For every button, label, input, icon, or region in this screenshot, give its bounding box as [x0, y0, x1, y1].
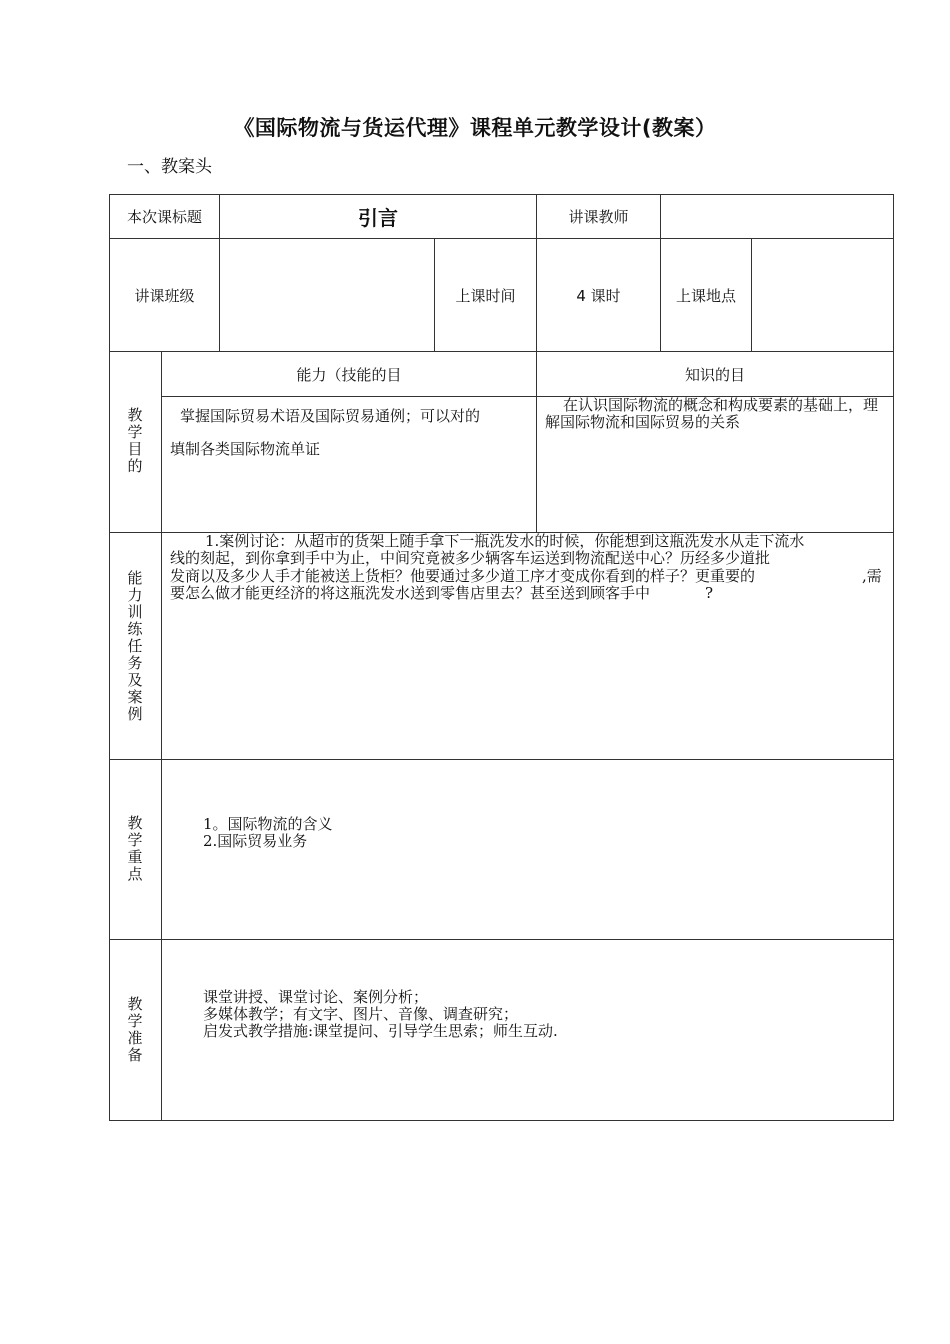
key-point-1: 1。国际物流的含义: [203, 815, 333, 833]
tasks-line-4-tail: ?: [705, 584, 714, 602]
preparation-line-3: 启发式教学措施:课堂提问、引导学生思索；师生互动.: [203, 1022, 558, 1040]
class-value: [220, 239, 434, 351]
ability-header: 能力（技能的目: [296, 365, 402, 384]
teacher-label: 讲课教师: [568, 208, 629, 226]
preparation-label: 教学准备: [127, 995, 143, 1064]
table-rule: [109, 939, 894, 940]
tasks-line-3-tail: ,需: [862, 567, 882, 585]
preparation-line-2: 多媒体教学；有文字、图片、音像、调查研究；: [203, 1005, 519, 1023]
tasks-line-1: 1.案例讨论：从超市的货架上随手拿下一瓶洗发水的时候，你能想到这瓶洗发水从走下流水: [205, 532, 805, 550]
section-heading: 一、教案头: [127, 157, 212, 177]
tasks-label: 能力训练任务及案例: [127, 569, 143, 723]
knowledge-header: 知识的目: [684, 365, 745, 384]
table-rule: [161, 351, 162, 1121]
knowledge-text-line-1: 在认识国际物流的概念和构成要素的基础上，理: [563, 396, 879, 414]
class-label: 讲课班级: [134, 286, 195, 305]
tasks-line-3: 发商以及多少人手才能被送上货柜？他要通过多少道工序才变成你看到的样子？更重要的: [170, 567, 756, 585]
place-label: 上课地点: [675, 286, 736, 305]
ability-text-line-1: 掌握国际贸易术语及国际贸易通例；可以对的: [180, 407, 481, 425]
tasks-line-2: 线的刻起，到你拿到手中为止，中间究竟被多少辆客车运送到物流配送中心？历经多少道批: [170, 549, 771, 567]
tasks-line-4: 要怎么做才能更经济的将这瓶洗发水送到零售店里去？甚至送到顾客手中: [170, 584, 651, 602]
table-rule: [109, 759, 894, 760]
preparation-line-1: 课堂讲授、课堂讨论、案例分析；: [203, 988, 429, 1006]
place-value: [752, 239, 893, 351]
topic-value: 引言: [358, 206, 398, 230]
time-label: 上课时间: [455, 286, 516, 305]
key-point-2: 2.国际贸易业务: [203, 832, 308, 850]
teacher-value: [661, 195, 893, 238]
key-points-label: 教学重点: [127, 814, 143, 883]
ability-text-line-2: 填制各类国际物流单证: [170, 440, 321, 458]
knowledge-text-line-2: 解国际物流和国际贸易的关系: [545, 413, 741, 431]
topic-label: 本次课标题: [126, 208, 202, 226]
document-title: 《国际物流与货运代理》课程单元教学设计(教案）: [233, 116, 717, 140]
table-border-right: [893, 194, 894, 1121]
objectives-label: 教学目的: [127, 406, 143, 475]
table-border-bottom: [109, 1120, 894, 1121]
time-value: 4 课时: [576, 286, 621, 305]
